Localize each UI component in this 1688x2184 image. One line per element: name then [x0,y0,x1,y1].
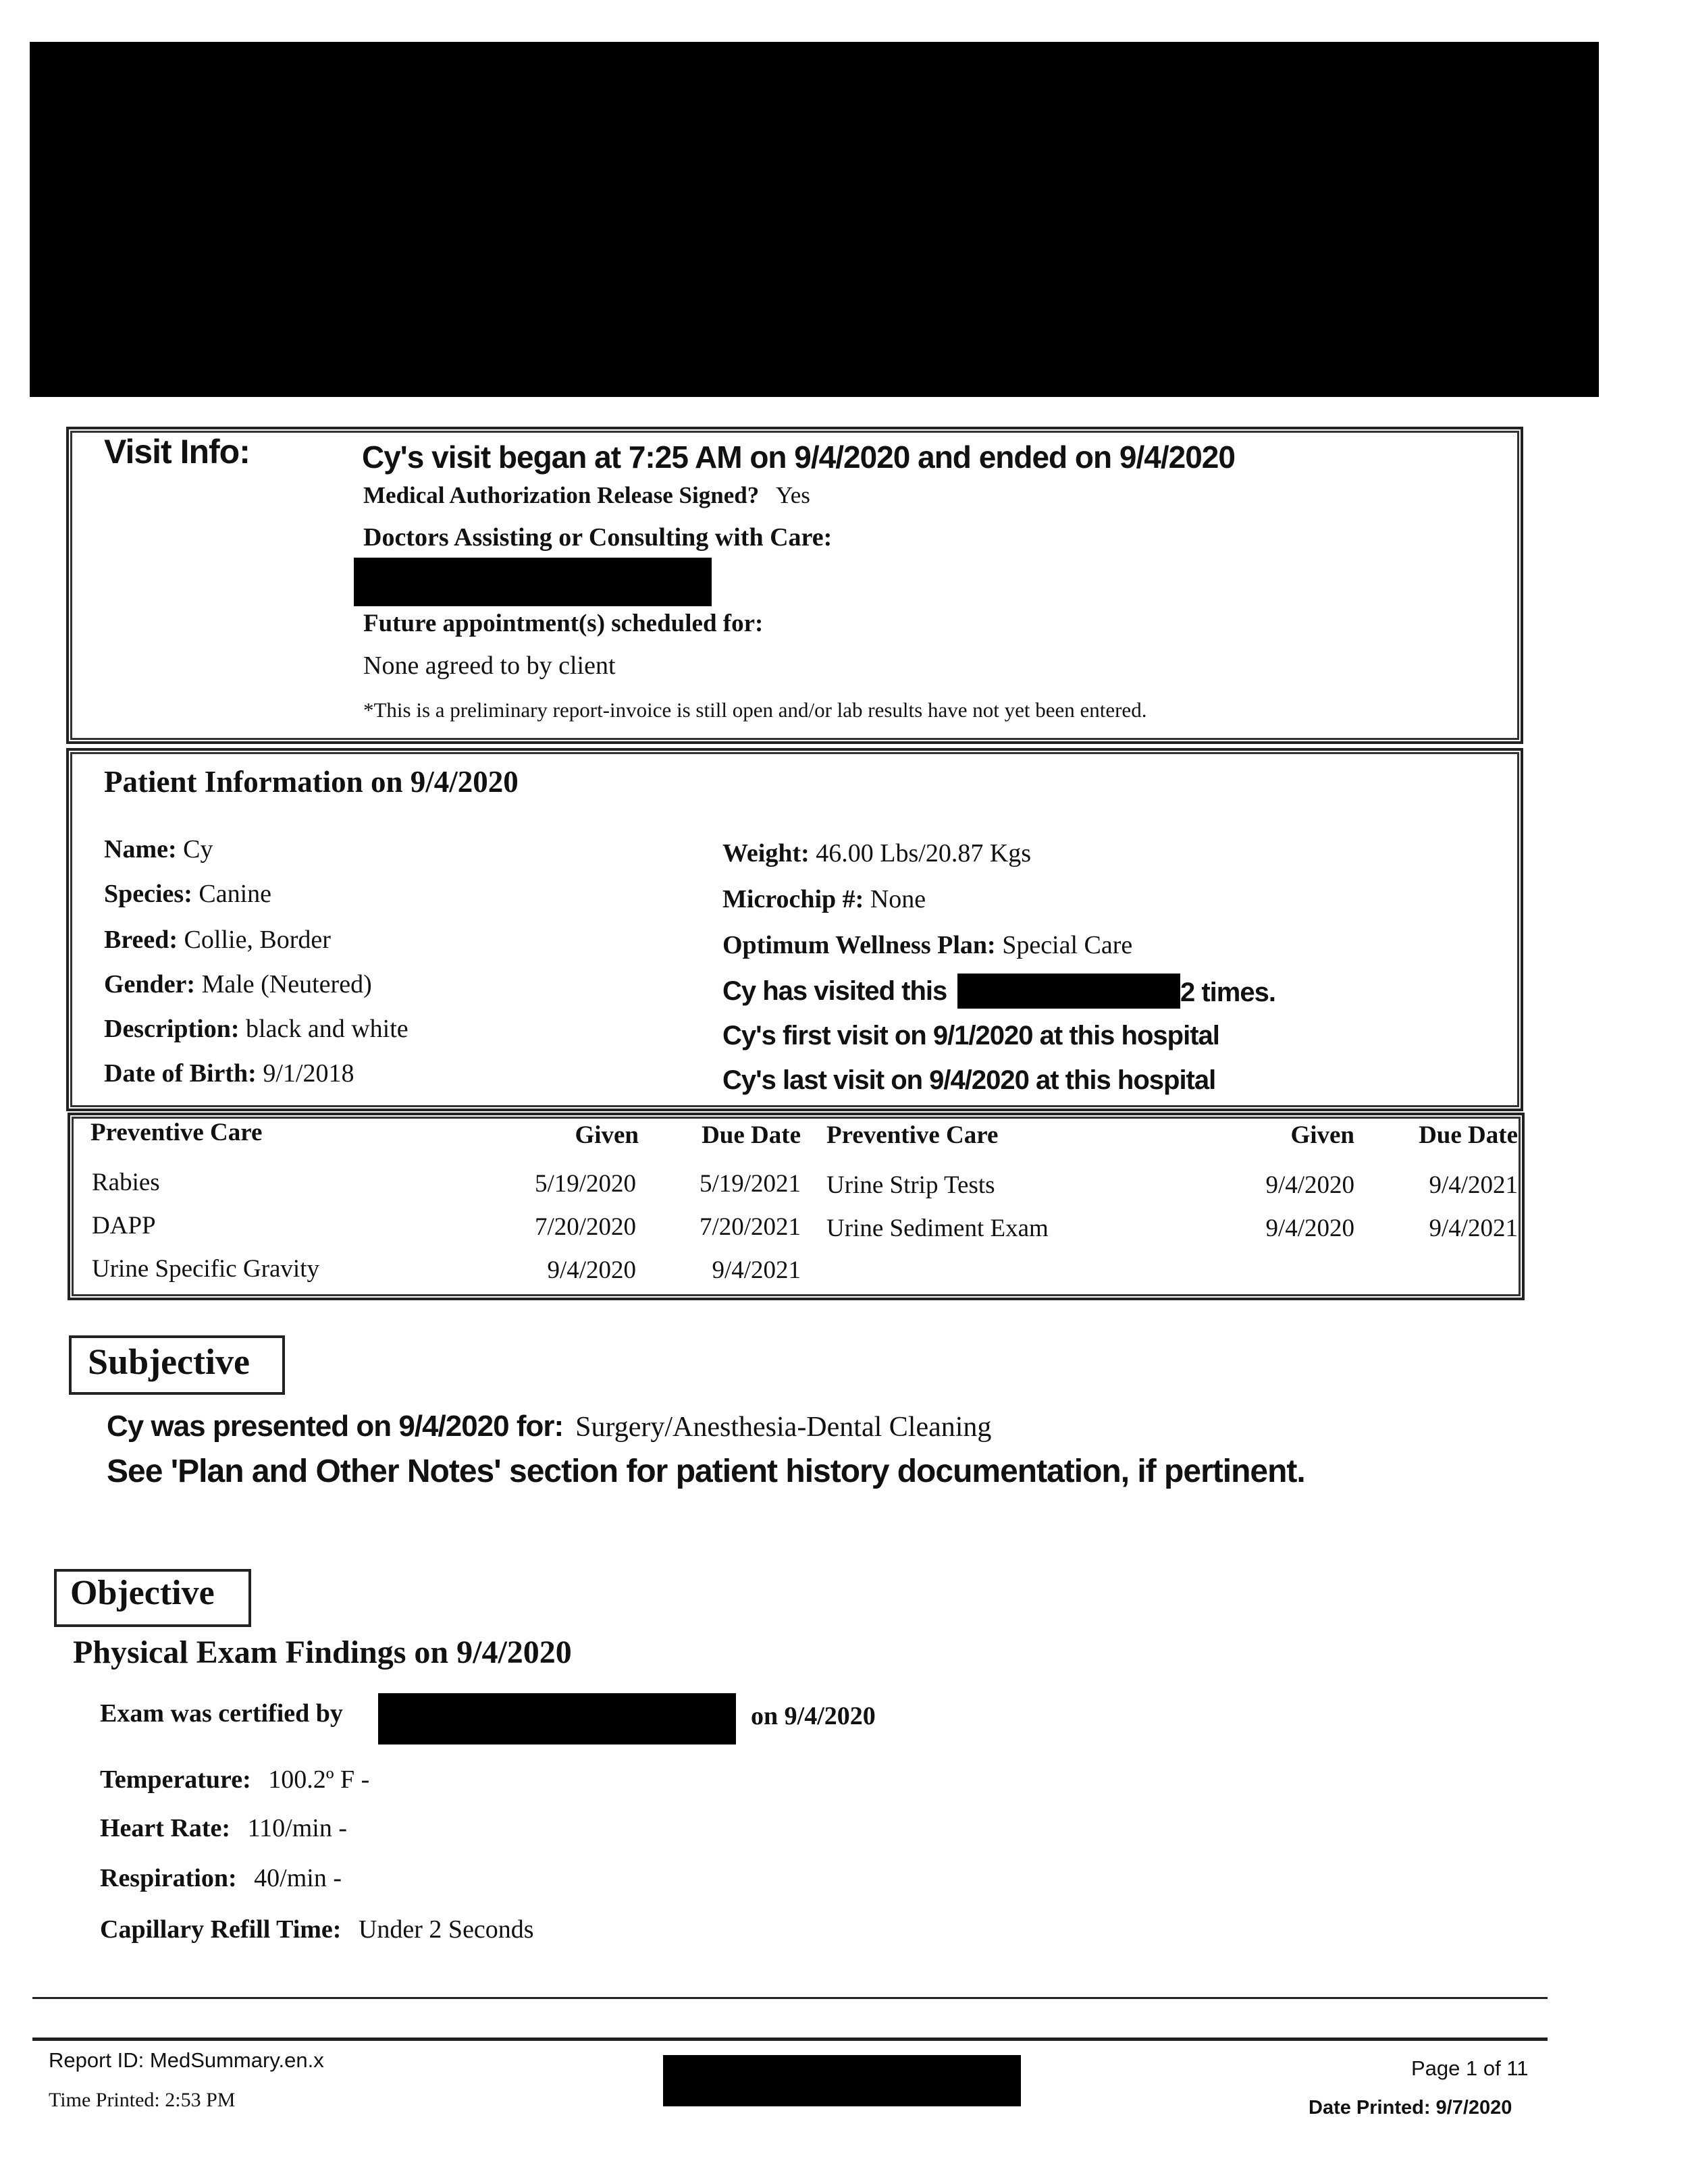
preliminary-note: *This is a preliminary report-invoice is still open and/or lab results have not yet been entered. [363,698,1147,722]
pc-left-header-due: Due Date [702,1121,801,1149]
wellness-label: Optimum Wellness Plan: [722,931,996,959]
species-row [104,879,271,909]
species-value: Canine [199,880,272,908]
pc-left-row-given: 7/20/2020 [534,1213,636,1241]
footer-rule-bottom [32,2037,1548,2041]
auth-label: Medical Authorization Release Signed? [363,482,760,508]
pc-right-header-care: Preventive Care [826,1121,999,1149]
breed-label: Breed: [104,926,178,954]
dob-label: Date of Birth: [104,1059,257,1088]
pc-right-row-given: 9/4/2020 [1265,1215,1354,1242]
pc-left-row-name: Urine Specific Gravity [92,1255,319,1283]
future-label: Future appointment(s) scheduled for: [363,610,764,637]
name-label: Name: [104,835,177,863]
pc-left-row-due: 5/19/2021 [699,1170,801,1198]
wellness-row [722,930,1132,960]
visited-prefix: Cy has visited this [722,976,947,1006]
weight-value: 46.00 Lbs/20.87 Kgs [816,839,1032,868]
see-plan-note: See 'Plan and Other Notes' section for patient history documentation, if pertinent. [107,1454,1305,1489]
respiration-label: Respiration: [100,1864,237,1892]
hospital-redaction [957,974,1180,1009]
capillary-refill-value: Under 2 Seconds [358,1915,534,1944]
species-label: Species: [104,880,192,908]
temperature-label: Temperature: [100,1765,251,1794]
gender-value: Male (Neutered) [201,970,372,998]
temperature-value: 100.2º F - [268,1765,370,1794]
breed-row [104,925,331,955]
capillary-refill-label: Capillary Refill Time: [100,1915,342,1944]
heart-rate-value: 110/min - [247,1814,347,1842]
auth-value: Yes [775,482,810,508]
microchip-label: Microchip #: [722,885,864,913]
breed-value: Collie, Border [184,926,331,954]
objective-heading: Objective [70,1574,215,1612]
pc-left-row-name: DAPP [92,1212,156,1240]
visited-suffix: 2 times. [1180,978,1275,1007]
time-printed: Time Printed: 2:53 PM [49,2089,236,2111]
first-visit: Cy's first visit on 9/1/2020 at this hospital [722,1021,1219,1050]
pc-left-header-given: Given [575,1121,639,1149]
presented-value: Surgery/Anesthesia-Dental Cleaning [575,1412,992,1443]
microchip-row [722,884,926,914]
pc-left-row-due: 7/20/2021 [699,1213,801,1241]
pc-right-row-name: Urine Sediment Exam [826,1215,1049,1242]
pc-right-header-due: Due Date [1419,1121,1518,1149]
microchip-value: None [870,885,926,913]
pc-left-header-care: Preventive Care [90,1119,263,1146]
future-value: None agreed to by client [363,651,616,680]
gender-row [104,969,372,999]
visit-info-heading: Visit Info: [104,433,250,471]
visit-line: Cy's visit began at 7:25 AM on 9/4/2020 and ended on 9/4/2020 [362,440,1235,475]
description-row [104,1014,408,1044]
pc-right-row-due: 9/4/2021 [1429,1171,1518,1199]
weight-row [722,838,1031,868]
header-redaction [30,42,1599,397]
pc-left-row-given: 9/4/2020 [547,1256,636,1284]
physical-exam-heading: Physical Exam Findings on 9/4/2020 [73,1634,572,1670]
dob-row [104,1059,354,1088]
pc-left-row-given: 5/19/2020 [534,1170,636,1198]
temperature-row [100,1765,369,1794]
pc-right-row-name: Urine Strip Tests [826,1171,995,1199]
pc-left-row-name: Rabies [92,1169,160,1196]
name-row [104,834,213,864]
heart-rate-row [100,1813,347,1843]
certified-prefix: Exam was certified by [100,1699,343,1728]
examiner-redaction [378,1693,736,1744]
certified-suffix: on 9/4/2020 [751,1702,876,1730]
page-number: Page 1 of 11 [1411,2056,1529,2080]
presented-row [107,1410,991,1443]
description-value: black and white [246,1015,408,1043]
weight-label: Weight: [722,839,810,868]
footer-redaction [663,2055,1021,2106]
respiration-value: 40/min - [254,1864,342,1892]
pc-right-row-due: 9/4/2021 [1429,1215,1518,1242]
date-printed: Date Printed: 9/7/2020 [1309,2097,1512,2119]
patient-heading: Patient Information on 9/4/2020 [104,765,519,799]
pc-right-row-given: 9/4/2020 [1265,1171,1354,1199]
report-id: Report ID: MedSummary.en.x [49,2048,324,2072]
dob-value: 9/1/2018 [263,1059,354,1088]
wellness-value: Special Care [1002,931,1133,959]
name-value: Cy [183,835,213,863]
presented-label: Cy was presented on 9/4/2020 for: [107,1410,564,1443]
auth-row [363,482,810,509]
respiration-row [100,1863,342,1893]
last-visit: Cy's last visit on 9/4/2020 at this hospital [722,1065,1216,1095]
doctors-label: Doctors Assisting or Consulting with Care: [363,523,833,552]
pc-left-row-due: 9/4/2021 [712,1256,801,1284]
footer-rule-top [32,1997,1548,1999]
pc-right-header-given: Given [1290,1121,1354,1149]
gender-label: Gender: [104,970,196,998]
subjective-heading: Subjective [88,1341,250,1382]
doctor-redaction [354,558,712,606]
heart-rate-label: Heart Rate: [100,1814,231,1842]
description-label: Description: [104,1015,240,1043]
capillary-refill-row [100,1915,534,1944]
